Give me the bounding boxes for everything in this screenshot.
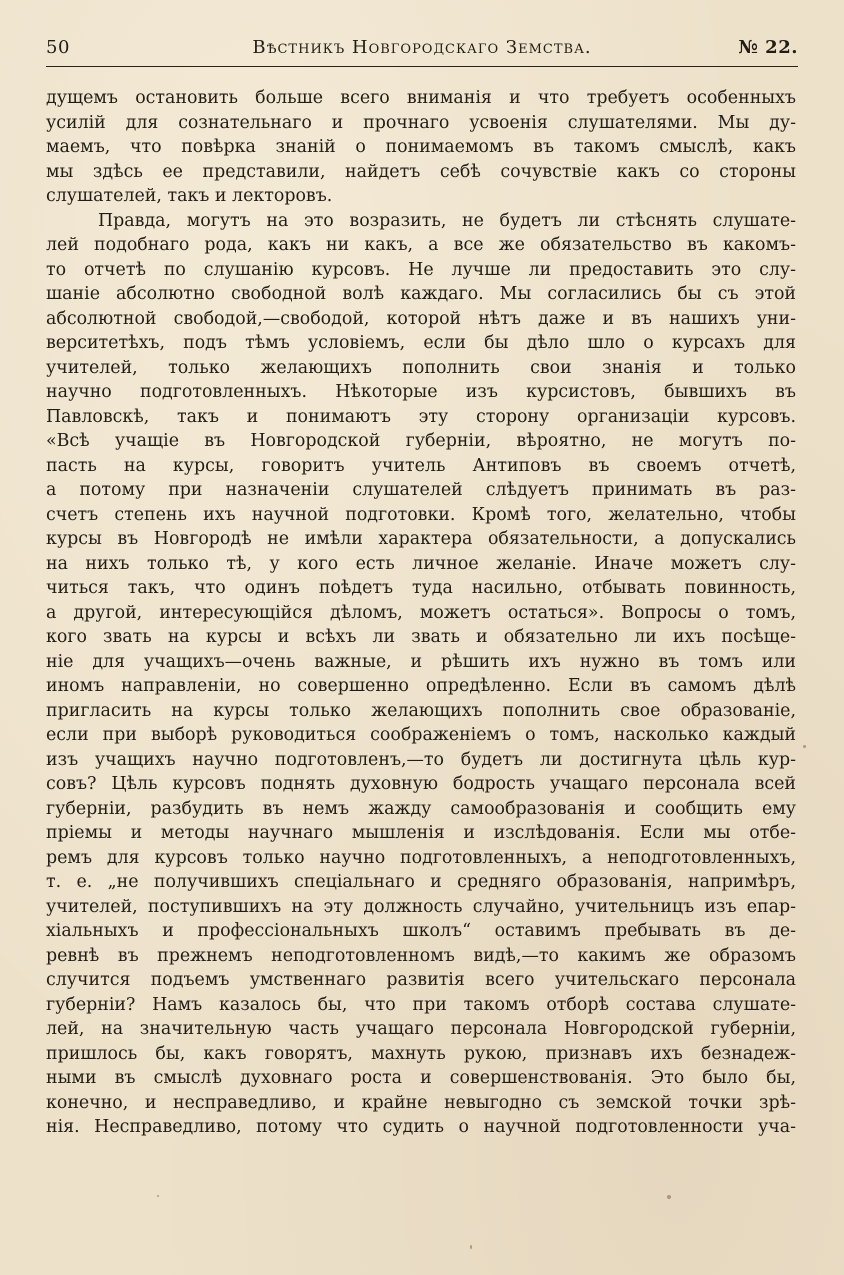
text-line: губерніи, разбудить въ немъ жажду самообразованія и сообщить ему [46, 798, 796, 819]
text-line: усилій для сознательнаго и прочнаго усвоенія слушателями. Мы ду- [46, 112, 796, 133]
text-line: слушателей, такъ и лекторовъ. [46, 186, 333, 206]
paragraph-1 [46, 86, 796, 209]
text-line: а другой, интересующійся дѣломъ, можетъ остаться». Вопросы о томъ, [46, 602, 796, 623]
text-line: совъ? Цѣль курсовъ поднять духовную бодрость учащаго персонала всей [46, 774, 796, 794]
text-line: хіальныхъ и профессіональныхъ школъ“ оставимъ пребывать въ де- [46, 921, 796, 941]
text-line: абсолютной свободой,—свободой, которой нѣтъ даже и въ нашихъ уни- [46, 308, 796, 329]
text-line: конечно, и несправедливо, и крайне невыгодно съ земской точки зрѣ- [46, 1092, 796, 1113]
paper-speck [470, 1245, 472, 1249]
issue-number: № 22. [738, 37, 798, 58]
text-line: пригласить на курсы только желающихъ пополнить свое образованіе, [46, 700, 796, 721]
text-line: учителей, только желающихъ пополнить свои знанія и только [46, 357, 796, 378]
text-line: т. е. „не получившихъ спеціальнаго и средняго образованія, напримѣръ, [46, 872, 796, 892]
text-line: верситетѣхъ, подъ тѣмъ условіемъ, если бы дѣло шло о курсахъ для [46, 333, 796, 353]
text-line: на нихъ только тѣ, у кого есть личное желаніе. Иначе можетъ слу- [46, 553, 796, 574]
header-rule [46, 66, 798, 67]
paper-speck [667, 1195, 671, 1199]
text-line: кого звать на курсы и всѣхъ ли звать и обязательно ли ихъ посѣще- [46, 627, 796, 647]
paragraph-2 [46, 209, 796, 1140]
text-line: иномъ направленіи, но совершенно опредѣленно. Если въ самомъ дѣлѣ [46, 676, 796, 696]
text-line: курсы въ Новгородѣ не имѣли характера обязательности, а допускались [46, 529, 796, 549]
text-line: мы здѣсь ее представили, найдетъ себѣ сочувствіе какъ со стороны [46, 161, 796, 182]
paper-speck [157, 1195, 159, 1197]
text-line: если при выборѣ руководиться соображеніемъ о томъ, насколько каждый [46, 725, 796, 745]
text-line: губерніи? Намъ казалось бы, что при такомъ отборѣ состава слушате- [46, 994, 796, 1015]
text-line: учителей, поступившихъ на эту должность случайно, учительницъ изъ епар- [46, 896, 796, 917]
text-line: изъ учащихъ научно подготовленъ,—то будетъ ли достигнута цѣль кур- [46, 749, 796, 770]
text-line: то отчетѣ по слушанію курсовъ. Не лучше ли предоставить это слу- [46, 259, 796, 280]
paper-speck [803, 745, 806, 748]
text-line: пришлось бы, какъ говорятъ, махнуть рукою, признавъ ихъ безнадеж- [46, 1043, 796, 1064]
text-line: Павловскѣ, такъ и понимаютъ эту сторону организаціи курсовъ. [46, 406, 796, 427]
text-line: счетъ степень ихъ научной подготовки. Кромѣ того, желательно, чтобы [46, 504, 796, 525]
text-line: случится подъемъ умственнаго развитія всего учительскаго персонала [46, 970, 796, 990]
text-line: маемъ, что повѣрка знаній о понимаемомъ въ такомъ смыслѣ, какъ [46, 137, 796, 157]
text-line: лей, на значительную часть учащаго персонала Новгородской губерніи, [46, 1019, 796, 1039]
page-number: 50 [46, 37, 70, 58]
text-line: шаніе абсолютно свободной волѣ каждаго. Мы согласились бы съ этой [46, 284, 796, 304]
text-line: читься такъ, что одинъ поѣдетъ туда насильно, отбывать повинность, [46, 578, 796, 598]
text-line: пріемы и методы научнаго мышленія и изслѣдованія. Если мы отбе- [46, 823, 796, 843]
journal-title: Вѣстникъ Новгородскаго Земства. [252, 37, 592, 58]
text-line: ными въ смыслѣ духовнаго роста и совершенствованія. Это было бы, [46, 1068, 796, 1088]
text-line: пасть на курсы, говоритъ учитель Антиповъ въ своемъ отчетѣ, [46, 455, 796, 476]
text-line: лей подобнаго рода, какъ ни какъ, а все же обязательство въ какомъ- [46, 235, 796, 255]
text-line: нія. Несправедливо, потому что судить о научной подготовленности уча- [46, 1117, 796, 1137]
text-line: ревнѣ въ прежнемъ неподготовленномъ видѣ,—то какимъ же образомъ [46, 945, 796, 966]
text-line: ніе для учащихъ—очень важные, и рѣшить ихъ нужно въ томъ или [46, 651, 796, 672]
text-line: «Всѣ учащіе въ Новгородской губерніи, вѣроятно, не могутъ по- [46, 431, 796, 451]
text-line: дущемъ остановить больше всего вниманія и что требуетъ особенныхъ [46, 88, 796, 108]
running-header [46, 37, 798, 63]
text-line: а потому при назначеніи слушателей слѣдуетъ принимать въ раз- [46, 480, 796, 500]
body-text [46, 86, 796, 1140]
text-line: Правда, могутъ на это возразить, не будетъ ли стѣснять слушате- [98, 210, 796, 231]
text-line: ремъ для курсовъ только научно подготовленныхъ, а неподготовленныхъ, [46, 847, 796, 868]
text-line: научно подготовленныхъ. Нѣкоторые изъ курсистовъ, бывшихъ въ [46, 382, 796, 402]
